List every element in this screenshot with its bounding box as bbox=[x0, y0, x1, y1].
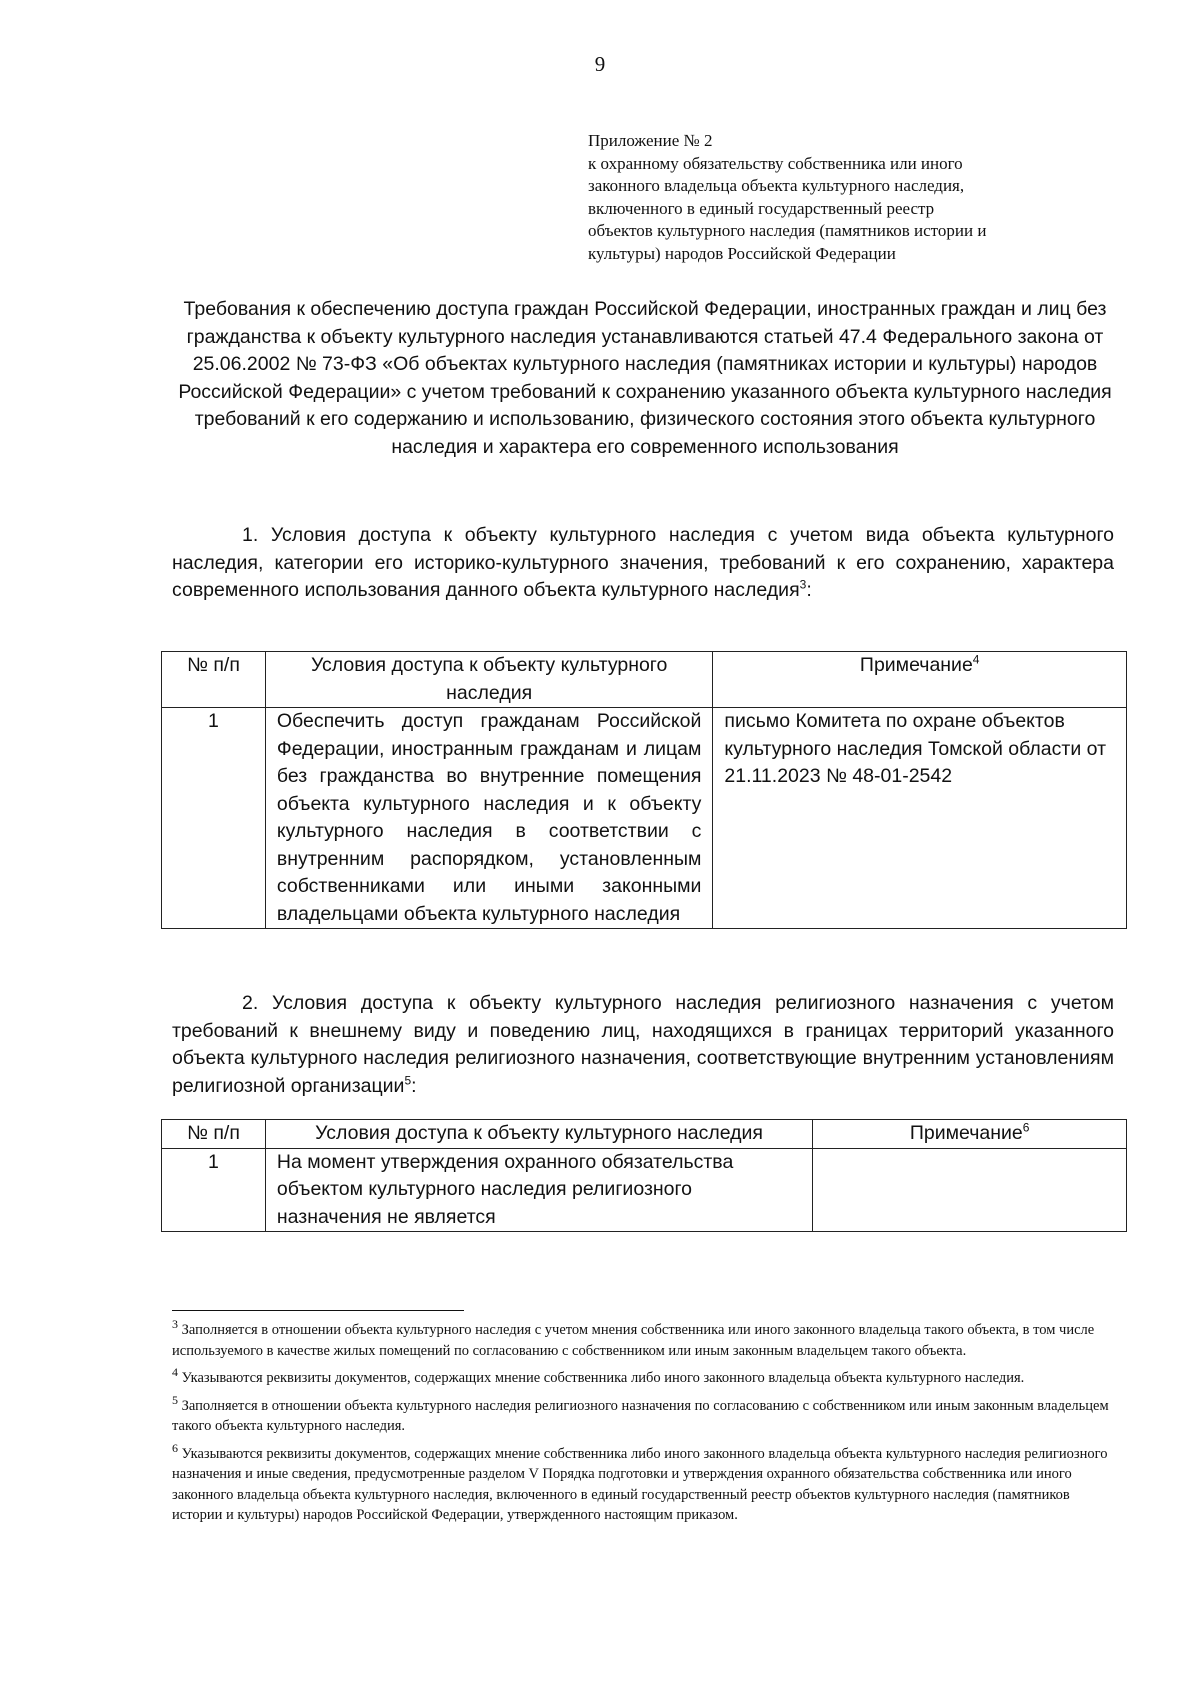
document-title: Требования к обеспечению доступа граждан Российской Федерации, иностранных граждан и лиц без гражданства к объекту культурного наследия устанавливаются статьей 47.4 Федерального закона от 25.06.2002 № 73-ФЗ «Об объектах культурного наследия (памятниках истории и культуры) народов Российской Федерации» с учетом требований к сохранению указанного объекта культурного наследия требований к его содержанию и использованию, физического состояния этого объекта культурного наследия и характера его современного использования bbox=[178, 298, 1112, 458]
header-conditions: Условия доступа к объекту культурного наследия bbox=[265, 652, 713, 708]
footnote-4 bbox=[172, 1365, 1112, 1389]
footnotes bbox=[172, 1317, 1112, 1533]
appendix-line: к охранному обязательству собственника или иного bbox=[588, 153, 963, 173]
header-note bbox=[813, 1120, 1127, 1149]
table-header-row bbox=[162, 1120, 1127, 1149]
row-num: 1 bbox=[162, 1148, 266, 1232]
row-conditions: Обеспечить доступ гражданам Российской Федерации, иностранным гражданам и лицам без гражданства во внутренние помещения объекта культурного наследия и к объекту культурного наследия в соответствии с внутренним распорядком, установленным собственниками или иными законными владельцами объекта культурного наследия bbox=[265, 708, 713, 929]
footnote-mark: 4 bbox=[172, 1365, 178, 1380]
row-note bbox=[813, 1148, 1127, 1232]
access-conditions-table bbox=[161, 651, 1127, 929]
section-1-trailing: : bbox=[806, 579, 812, 601]
footnote-ref: 4 bbox=[972, 652, 980, 667]
section-1-body: 1. Условия доступа к объекту культурного наследия с учетом вида объекта культурного наследия, категории его историко-культурного значения, требований к его сохранению, характера современного использования данного объекта культурного наследия bbox=[172, 524, 1114, 601]
footnote-3 bbox=[172, 1317, 1112, 1361]
footnote-mark: 5 bbox=[172, 1392, 178, 1407]
section-1-text bbox=[172, 522, 1114, 605]
section-2-body: 2. Условия доступа к объекту культурного наследия религиозного назначения с учетом требований к внешнему виду и поведению лиц, находящихся в границах территорий указанного объекта культурного наследия религиозного назначения, соответствующие внутренним установлениям религиозной организации bbox=[172, 992, 1114, 1097]
appendix-line: законного владельца объекта культурного наследия, bbox=[588, 176, 965, 195]
row-note: письмо Комитета по охране объектов культурного наследия Томской области от 21.11.2023 № 48-01-2542 bbox=[713, 708, 1127, 929]
religious-access-table bbox=[161, 1119, 1127, 1232]
footnote-mark: 3 bbox=[172, 1317, 178, 1332]
table-row bbox=[162, 1148, 1127, 1232]
appendix-line: объектов культурного наследия (памятников истории и bbox=[588, 221, 987, 240]
row-num: 1 bbox=[162, 708, 266, 929]
table-header-row bbox=[162, 652, 1127, 708]
footnote-text: Указываются реквизиты документов, содержащих мнение собственника либо иного законного владельца объекта культурного наследия. bbox=[178, 1370, 1025, 1386]
header-conditions: Условия доступа к объекту культурного наследия bbox=[265, 1120, 812, 1149]
header-num: № п/п bbox=[162, 652, 266, 708]
table-row bbox=[162, 708, 1127, 929]
footnote-text: Указываются реквизиты документов, содержащих мнение собственника либо иного законного владельца объекта культурного наследия религиозного назначения и иные сведения, предусмотренные разделом V Порядка подготовки и утверждения охранного обязательства собственника или иного законного владельца объекта культурного наследия, включенного в единый государственный реестр объектов культурного наследия (памятников истории и культуры) народов Российской Федерации, утвержденного настоящим приказом. bbox=[172, 1445, 1108, 1523]
section-2-text bbox=[172, 990, 1114, 1100]
footnote-text: Заполняется в отношении объекта культурного наследия религиозного назначения по согласованию с собственником или иным законным владельцем такого объекта культурного наследия. bbox=[172, 1397, 1109, 1434]
header-note-label: Примечание bbox=[909, 1122, 1023, 1144]
section-2-trailing: : bbox=[411, 1074, 417, 1097]
footnote-ref: 6 bbox=[1022, 1120, 1030, 1135]
appendix-line: культуры) народов Российской Федерации bbox=[588, 243, 896, 263]
footnote-text: Заполняется в отношении объекта культурного наследия с учетом мнения собственника или иного законного владельца такого объекта, в том числе используемого в качестве жилых помещений по согласованию с собственником или иным законным владельцем такого объекта. bbox=[172, 1322, 1095, 1359]
footnote-ref: 3 bbox=[799, 577, 807, 592]
appendix-line: Приложение № 2 bbox=[588, 131, 713, 150]
footnote-separator bbox=[172, 1310, 464, 1311]
footnote-5 bbox=[172, 1392, 1112, 1437]
footnote-6 bbox=[172, 1440, 1112, 1526]
footnote-ref: 5 bbox=[404, 1073, 412, 1087]
appendix-line: включенного в единый государственный реестр bbox=[588, 198, 935, 218]
header-note bbox=[713, 652, 1127, 708]
footnote-mark: 6 bbox=[172, 1440, 178, 1455]
header-num: № п/п bbox=[162, 1120, 266, 1149]
header-note-label: Примечание bbox=[859, 654, 973, 676]
page-number: 9 bbox=[594, 52, 606, 76]
appendix-header bbox=[588, 130, 1078, 265]
row-conditions: На момент утверждения охранного обязательства объектом культурного наследия религиозного назначения не является bbox=[265, 1148, 812, 1232]
